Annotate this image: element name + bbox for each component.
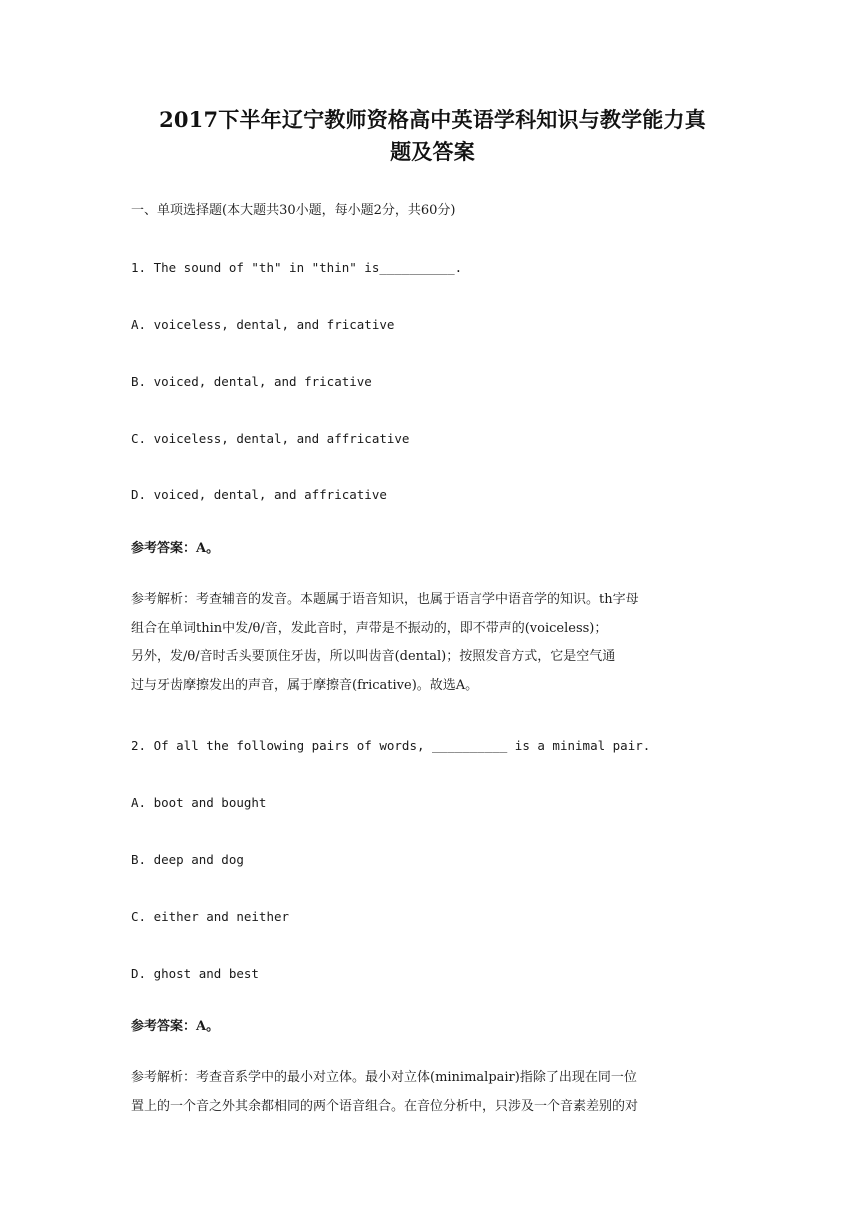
title-line-2: 题及答案 bbox=[390, 139, 475, 164]
question-2-option-d: D. ghost and best bbox=[131, 966, 259, 981]
question-2-option-b: B. deep and dog bbox=[131, 852, 244, 867]
question-2-option-c: C. either and neither bbox=[131, 909, 290, 924]
explanation-line: 过与牙齿摩擦发出的声音，属于摩擦音(fricative)。故选A。 bbox=[131, 677, 479, 693]
question-1-answer: 参考答案：A。 bbox=[131, 541, 220, 556]
explanation-line: 另外，发/θ/音时舌头要顶住牙齿，所以叫齿音(dental)；按照发音方式，它是空气通 bbox=[131, 649, 616, 665]
question-1-option-b: B. voiced, dental, and fricative bbox=[131, 374, 372, 389]
explanation-line: 置上的一个音之外其余都相同的两个语音组合。在音位分析中，只涉及一个音素差别的对 bbox=[131, 1098, 639, 1114]
explanation-line: 组合在单词thin中发/θ/音，发此音时，声带是不振动的，即不带声的(voiceless)； bbox=[131, 620, 608, 636]
question-1-stem: 1. The sound of "th" in "thin" is__________. bbox=[131, 260, 463, 275]
question-1-option-a: A. voiceless, dental, and fricative bbox=[131, 317, 395, 332]
question-2-answer: 参考答案：A。 bbox=[131, 1019, 220, 1034]
question-2-explanation bbox=[131, 1064, 737, 1121]
question-1-explanation bbox=[131, 586, 737, 700]
question-1-option-c: C. voiceless, dental, and affricative bbox=[131, 431, 410, 446]
explanation-line: 参考解析：考查音系学中的最小对立体。最小对立体(minimalpair)指除了出现在同一位 bbox=[131, 1070, 637, 1085]
question-1-option-d: D. voiced, dental, and affricative bbox=[131, 487, 387, 502]
section-heading: 一、单项选择题(本大题共30小题，每小题2分，共60分) bbox=[131, 203, 456, 218]
question-2-option-a: A. boot and bought bbox=[131, 795, 267, 810]
document-title bbox=[100, 104, 765, 168]
question-2-stem: 2. Of all the following pairs of words, __________ is a minimal pair. bbox=[131, 738, 651, 753]
explanation-line: 参考解析：考查辅音的发音。本题属于语音知识，也属于语言学中语音学的知识。th字母 bbox=[131, 592, 639, 607]
title-line-1: 2017下半年辽宁教师资格高中英语学科知识与教学能力真 bbox=[159, 107, 706, 132]
